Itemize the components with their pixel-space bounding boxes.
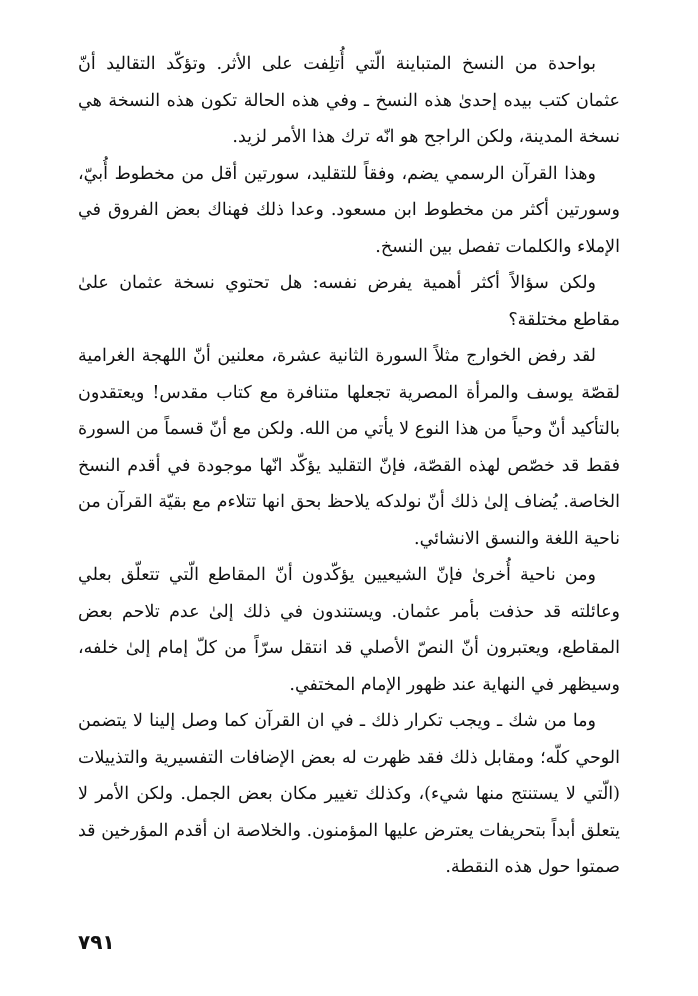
paragraph-6: وما من شك ـ ويجب تكرار ذلك ـ في ان القرآن كما وصل إلينا لا يتضمن الوحي كلّه؛ ومقابل ذلك فقد ظهرت له بعض الإضافات التفسيرية والتذييلات (الّتي لا يستنتج منها شيء)، وكذلك تغيير مكان بعض الجمل. ولكن الأمر لا يتعلق أبداً بتحريفات يعترض عليها المؤمنون. والخلاصة ان أقدم المؤرخين قد صمتوا حول هذه النقطة. xyxy=(78,711,620,877)
paragraph-5: ومن ناحية أُخرىٰ فإنّ الشيعيين يؤكّدون أنّ المقاطع الّتي تتعلّق بعلي وعائلته قد حذفت بأمر عثمان. ويستندون في ذلك إلىٰ عدم تلاحم بعض المقاطع، ويعتبرون أنّ النصّ الأصلي قد انتقل سرّاً من كلّ إمام إلىٰ خلفه، وسيظهر في النهاية عند ظهور الإمام المختفي. xyxy=(78,565,620,695)
paragraph-3: ولكن سؤالاً أكثر أهمية يفرض نفسه: هل تحتوي نسخة عثمان علىٰ مقاطع مختلقة؟ xyxy=(78,273,620,330)
page-number: ٧٩١ xyxy=(78,930,115,954)
body-text xyxy=(78,46,620,886)
paragraph-4: لقد رفض الخوارج مثلاً السورة الثانية عشرة، معلنين أنّ اللهجة الغرامية لقصّة يوسف والمرأة المصرية تجعلها متنافرة مع كتاب مقدس! ويعتقدون بالتأكيد أنّ وحياً من هذا النوع لا يأتي من الله. ولكن مع أنّ قسماً من السورة فقط قد خصّص لهذه القصّة، فإنّ التقليد يؤكّد انّها موجودة في أقدم النسخ الخاصة. يُضاف إلىٰ ذلك أنّ نولدكه يلاحظ بحق انها تتلاءم مع بقيّة القرآن من ناحية اللغة والنسق الانشائي. xyxy=(78,346,620,549)
paragraph-2: وهذا القرآن الرسمي يضم، وفقاً للتقليد، سورتين أقل من مخطوط أُبيّ، وسورتين أكثر من مخطوط ابن مسعود. وعدا ذلك فهناك بعض الفروق في الإملاء والكلمات تفصل بين النسخ. xyxy=(78,163,620,257)
paragraph-1: بواحدة من النسخ المتباينة الّتي أُتلِفت على الأثر. وتؤكّد التقاليد أنّ عثمان كتب بيده إحدىٰ هذه النسخ ـ وفي هذه الحالة تكون هذه النسخة هي نسخة المدينة، ولكن الراجح هو انّه ترك هذا الأمر لزيد. xyxy=(78,54,620,147)
